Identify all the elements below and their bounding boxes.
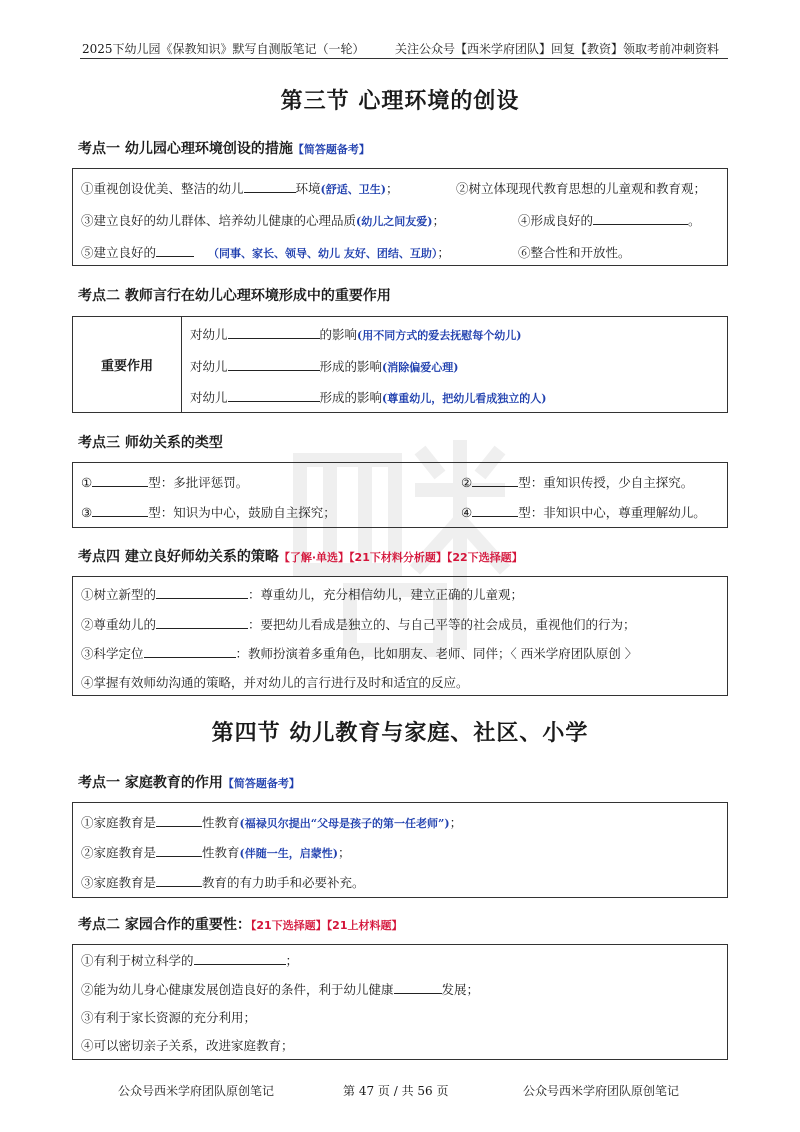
point-3-title: 考点三 师幼关系的类型: [78, 435, 223, 451]
list-item: ② 型：重知识传授，少自主探究。: [461, 475, 694, 490]
point-2-heading: [78, 285, 391, 305]
point-4-title: 考点四 建立良好师幼关系的策略: [78, 549, 279, 565]
table-row: 对幼儿 的影响(用不同方式的爱去抚慰每个幼儿): [190, 327, 522, 342]
fill-blank: [156, 244, 194, 257]
list-item: ④可以密切亲子关系，改进家庭教育；: [81, 1038, 294, 1053]
list-item: ①有利于树立科学的 ；: [81, 953, 299, 968]
section-3-title: 第三节 心理环境的创设: [280, 89, 520, 114]
list-item: ⑥整合性和开放性。: [518, 245, 631, 260]
point-6-tag: 【21下选择题】: [250, 919, 327, 932]
fill-blank: [472, 474, 518, 487]
list-item: ③建立良好的幼儿群体、培养幼儿健康的心理品质(幼儿之间友爱)；: [81, 213, 445, 228]
table-label-cell: 重要作用: [73, 317, 182, 413]
list-item: ①重视创设优美、整洁的幼儿 环境(舒适、卫生)；: [81, 181, 399, 196]
list-item: ②树立体现现代教育思想的儿童观和教育观；: [456, 181, 707, 196]
point-5-box: [72, 802, 728, 898]
list-item: ③ 型：知识为中心，鼓励自主探究；: [81, 505, 336, 520]
point-1-title: 考点一 幼儿园心理环境创设的措施: [78, 141, 293, 157]
fill-blank: [92, 474, 148, 487]
point-1-box: [72, 168, 728, 266]
fill-blank: [92, 504, 148, 517]
fill-blank: [144, 645, 236, 658]
header-divider: [80, 58, 728, 59]
table-row: 对幼儿 形成的影响(尊重幼儿，把幼儿看成独立的人): [190, 390, 547, 405]
fill-blank: [156, 874, 202, 887]
fill-blank: [156, 616, 248, 629]
point-6-tag: 【21上材料题】: [326, 919, 403, 932]
fill-blank: [244, 180, 296, 193]
point-6-title: 考点二 家园合作的重要性：: [78, 917, 251, 933]
point-2-table: [72, 316, 728, 413]
fill-blank: [228, 326, 320, 339]
fill-blank: [156, 586, 248, 599]
header-left: 2025下幼儿园《保教知识》默写自测版笔记（一轮）: [82, 42, 365, 56]
point-4-heading: [78, 546, 523, 566]
section-4-title: 第四节 幼儿教育与家庭、社区、小学: [211, 721, 589, 746]
list-item: ①树立新型的 ：尊重幼儿，充分相信幼儿，建立正确的儿童观；: [81, 587, 524, 602]
list-item: ②能为幼儿身心健康发展创造良好的条件，利于幼儿健康 发展；: [81, 982, 480, 997]
fill-blank: [228, 389, 320, 402]
list-item: ③家庭教育是 教育的有力助手和必要补充。: [81, 875, 365, 890]
point-3-heading: [78, 432, 223, 452]
fill-blank: [228, 358, 320, 371]
point-3-box: [72, 462, 728, 528]
list-item: ③有利于家长资源的充分利用；: [81, 1010, 257, 1025]
fill-blank: [156, 814, 202, 827]
list-item: ⑤建立良好的 （同事、家长、领导、幼儿 友好、团结、互助）；: [81, 245, 450, 260]
footer-right: 公众号西米学府团队原创笔记: [523, 1084, 680, 1098]
point-5-tag: 【简答题备考】: [222, 777, 300, 790]
fill-blank: [194, 952, 286, 965]
point-6-box: [72, 944, 728, 1060]
page-number: 第 47 页 / 共 56 页: [343, 1084, 449, 1098]
point-4-tag: 【21下材料分析题】: [349, 551, 447, 564]
point-4-tag: 【了解·单选】: [278, 551, 350, 564]
table-content-cell: [182, 317, 728, 413]
list-item: ②尊重幼儿的 ：要把幼儿看成是独立的、与自己平等的社会成员，重视他们的行为；: [81, 617, 636, 632]
point-6-heading: [78, 914, 403, 934]
list-item: ③科学定位 ：教师扮演着多重角色，比如朋友、老师、同伴；〈 西米学府团队原创 〉: [81, 646, 638, 661]
footer-left: 公众号西米学府团队原创笔记: [118, 1084, 275, 1098]
list-item: ① 型：多批评惩罚。: [81, 475, 249, 490]
point-2-title: 考点二 教师言行在幼儿心理环境形成中的重要作用: [78, 288, 391, 304]
point-4-tag: 【22下选择题】: [446, 551, 523, 564]
point-1-heading: [78, 138, 370, 158]
list-item: ④掌握有效师幼沟通的策略，并对幼儿的言行进行及时和适宜的反应。: [81, 675, 469, 690]
fill-blank: [394, 981, 442, 994]
point-4-box: [72, 576, 728, 696]
list-item: ①家庭教育是 性教育(福禄贝尔提出“父母是孩子的第一任老师”)；: [81, 815, 463, 830]
list-item: ④形成良好的 。: [518, 213, 701, 228]
point-1-tag: 【简答题备考】: [292, 143, 370, 156]
table-row: 对幼儿 形成的影响(消除偏爱心理): [190, 359, 459, 374]
point-5-title: 考点一 家庭教育的作用: [78, 775, 223, 791]
point-5-heading: [78, 772, 300, 792]
fill-blank: [156, 844, 202, 857]
list-item: ②家庭教育是 性教育(伴随一生，启蒙性)；: [81, 845, 351, 860]
fill-blank: [593, 212, 688, 225]
header-right: 关注公众号【西米学府团队】回复【教资】领取考前冲刺资料: [395, 42, 720, 56]
list-item: ④ 型：非知识中心，尊重理解幼儿。: [461, 505, 706, 520]
fill-blank: [472, 504, 518, 517]
